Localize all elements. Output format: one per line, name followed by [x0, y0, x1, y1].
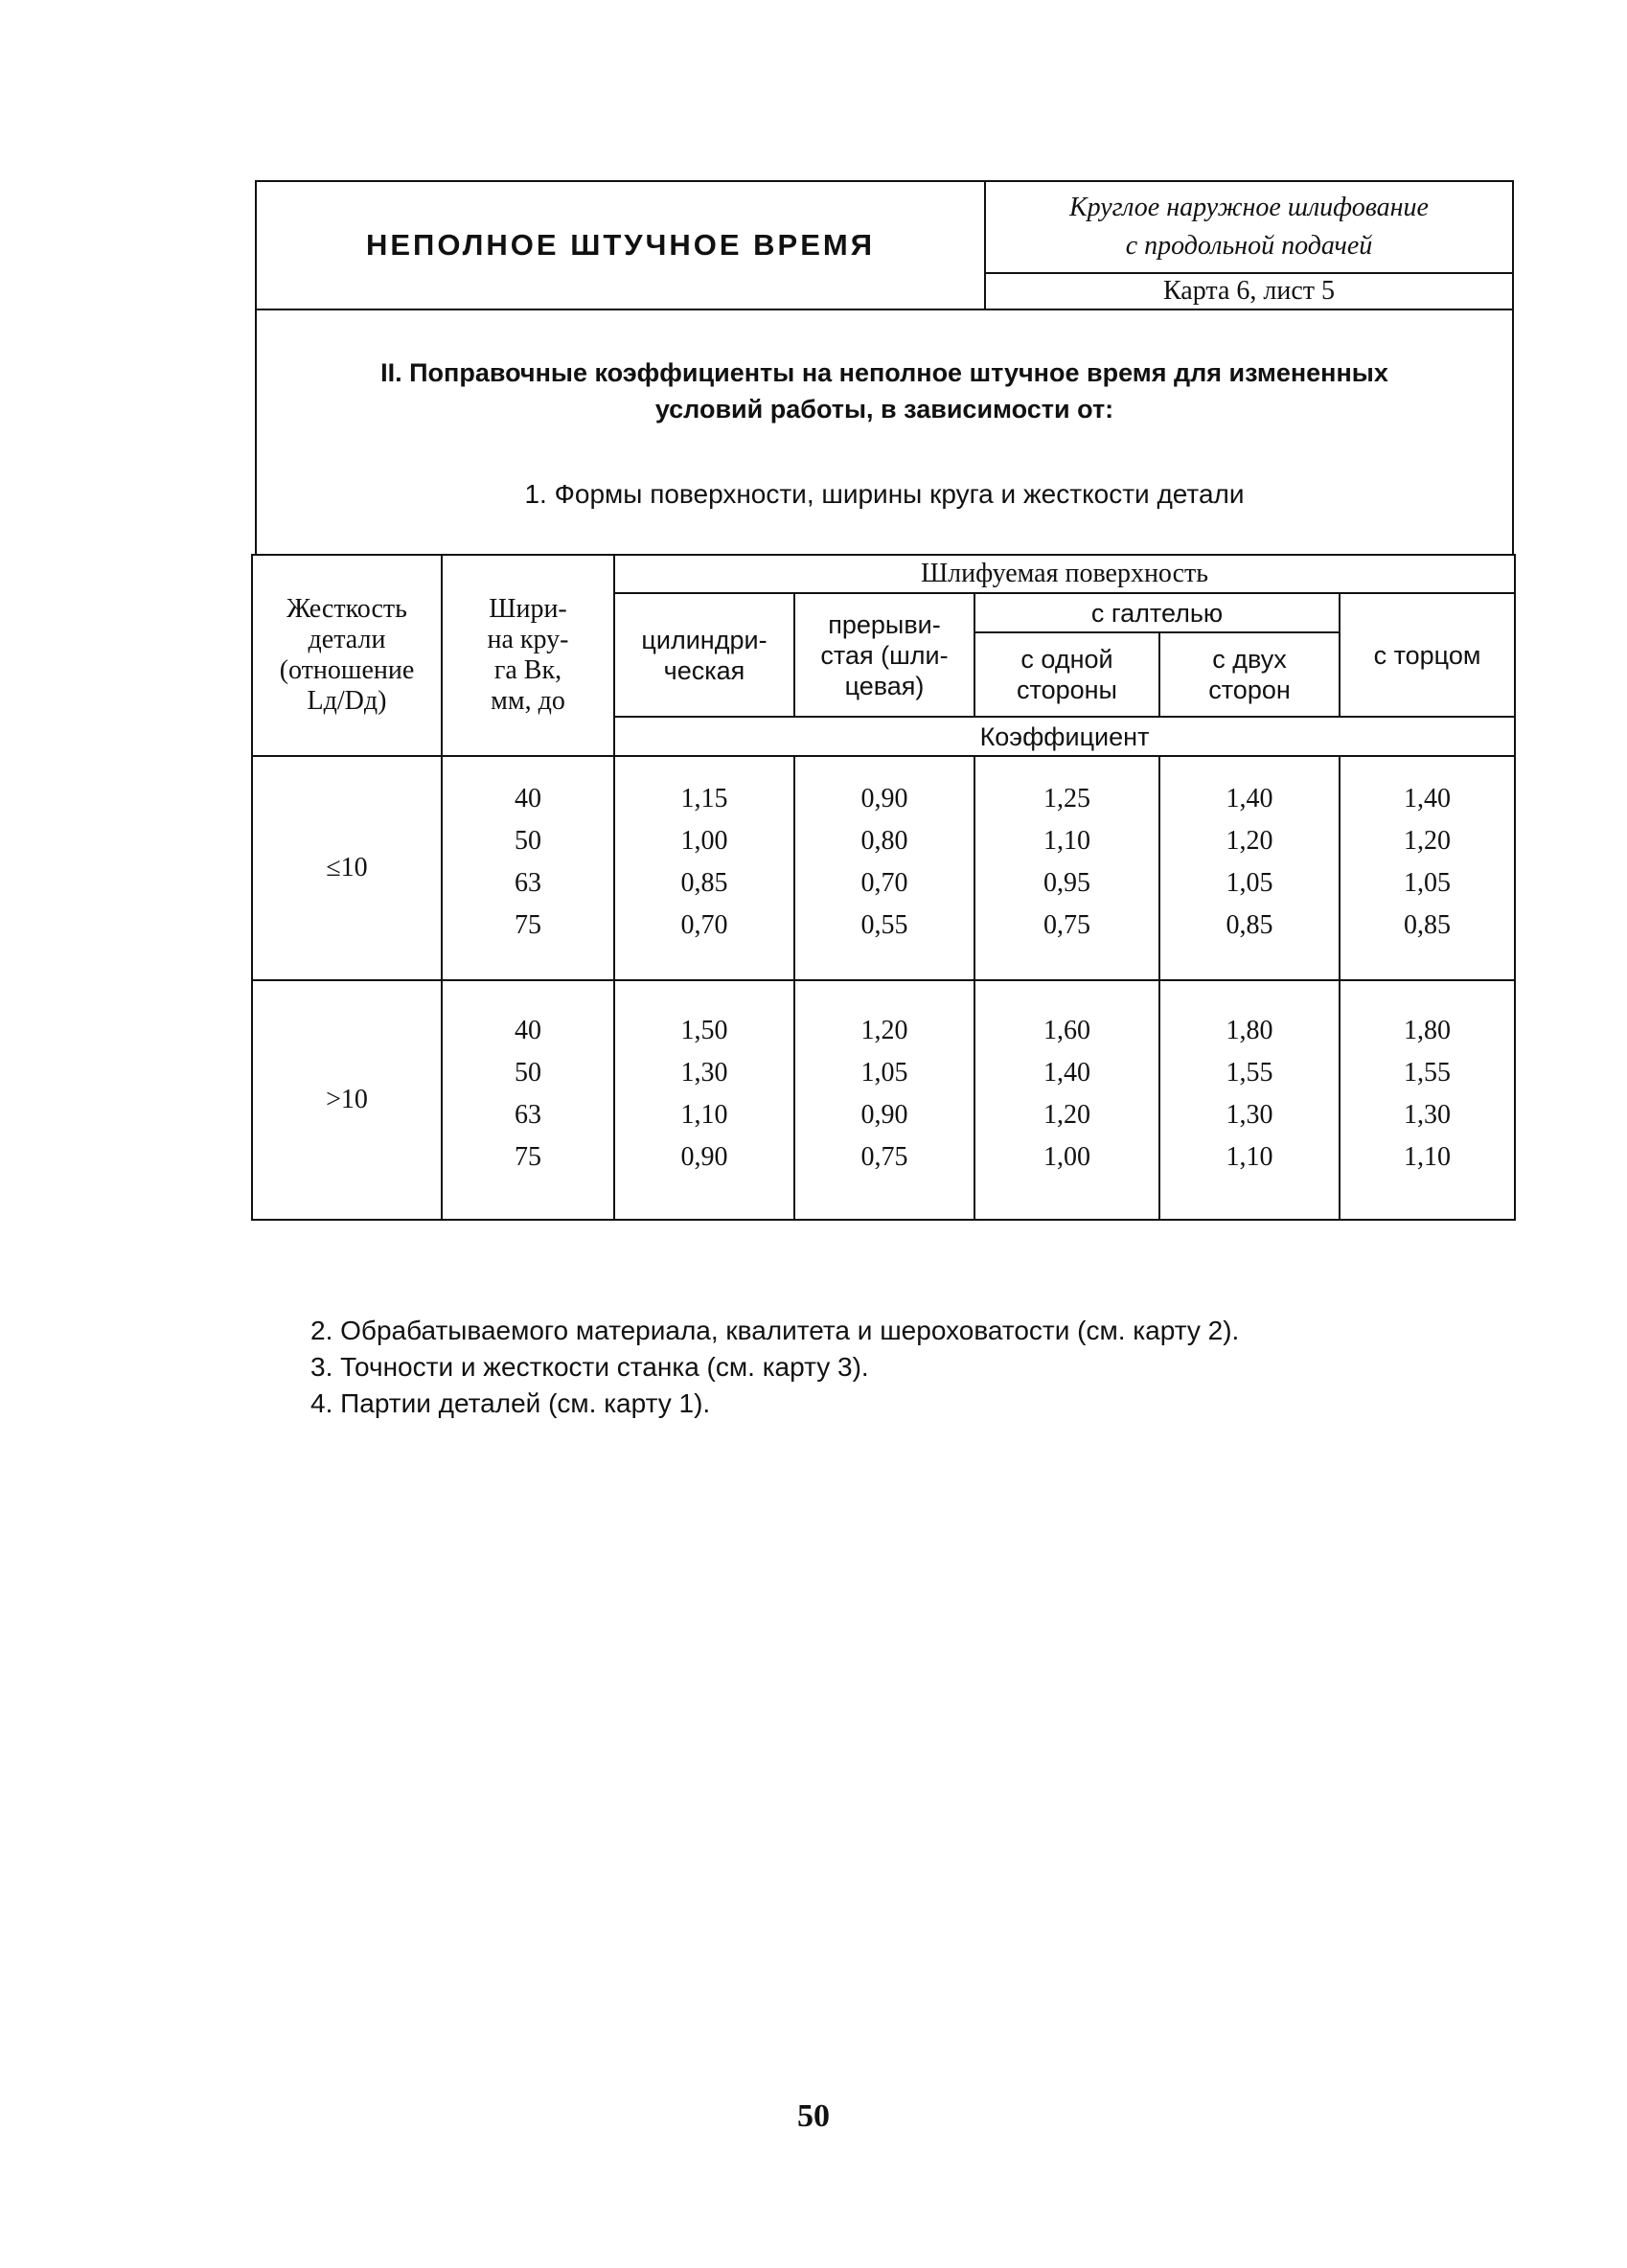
- document-title: НЕПОЛНОЕ ШТУЧНОЕ ВРЕМЯ: [257, 182, 986, 310]
- two-sides-cell: 1,40 1,20 1,05 0,85: [1159, 756, 1340, 980]
- operation-subject: [986, 182, 1512, 274]
- header-wheel-width: Шири- на кру- га Вк, мм, до: [442, 555, 614, 756]
- notes-list: [310, 1313, 1239, 1422]
- header-cylindrical: цилиндри- ческая: [614, 593, 794, 717]
- width-cell: 40 50 63 75: [442, 980, 614, 1220]
- table-row: [252, 980, 1515, 1220]
- header-frame: [255, 180, 1514, 556]
- note-item: 2. Обрабатываемого материала, квалитета и шероховатости (см. карту 2).: [310, 1316, 1240, 1345]
- subsection-heading: 1. Формы поверхности, ширины круга и жесткости детали: [524, 479, 1245, 509]
- two-sides-cell: 1,80 1,55 1,30 1,10: [1159, 980, 1340, 1220]
- rigidity-cell: >10: [252, 980, 442, 1220]
- section-title-line: II. Поправочные коэффициенты на неполное штучное время для измененных: [380, 358, 1388, 387]
- note-item: 4. Партии деталей (см. карту 1).: [310, 1388, 711, 1418]
- section-title: [257, 355, 1512, 427]
- subject-line: Круглое наружное шлифование: [1069, 193, 1429, 222]
- section-title-line: условий работы, в зависимости от:: [654, 395, 1114, 424]
- header-interrupted: прерыви- стая (шли- цевая): [794, 593, 974, 717]
- interrupted-cell: 1,20 1,05 0,90 0,75: [794, 980, 974, 1220]
- header-rigidity: Жесткость детали (отношение Lд/Dд): [252, 555, 442, 756]
- with-face-cell: 1,80 1,55 1,30 1,10: [1340, 980, 1515, 1220]
- cylindrical-cell: 1,50 1,30 1,10 0,90: [614, 980, 794, 1220]
- subject-line: с продольной подачей: [1125, 231, 1373, 261]
- coefficient-table: [251, 554, 1516, 1221]
- header-with-face: с торцом: [1340, 593, 1515, 717]
- rigidity-cell: ≤10: [252, 756, 442, 980]
- card-info: [986, 182, 1512, 310]
- card-sheet-label: Карта 6, лист 5: [1163, 276, 1335, 306]
- header-two-sides: с двух сторон: [1159, 632, 1340, 718]
- with-face-cell: 1,40 1,20 1,05 0,85: [1340, 756, 1515, 980]
- cylindrical-cell: 1,15 1,00 0,85 0,70: [614, 756, 794, 980]
- one-side-cell: 1,60 1,40 1,20 1,00: [974, 980, 1159, 1220]
- header-fillet-group: с галтелью: [974, 593, 1340, 631]
- header-surface-group: Шлифуемая поверхность: [614, 555, 1515, 593]
- header-coefficient: Коэффициент: [614, 717, 1515, 755]
- note-item: 3. Точности и жесткости станка (см. карту 3).: [310, 1352, 869, 1382]
- page-number: 50: [797, 2098, 830, 2134]
- one-side-cell: 1,25 1,10 0,95 0,75: [974, 756, 1159, 980]
- header-one-side: с одной стороны: [974, 632, 1159, 718]
- interrupted-cell: 0,90 0,80 0,70 0,55: [794, 756, 974, 980]
- width-cell: 40 50 63 75: [442, 756, 614, 980]
- table-row: [252, 756, 1515, 980]
